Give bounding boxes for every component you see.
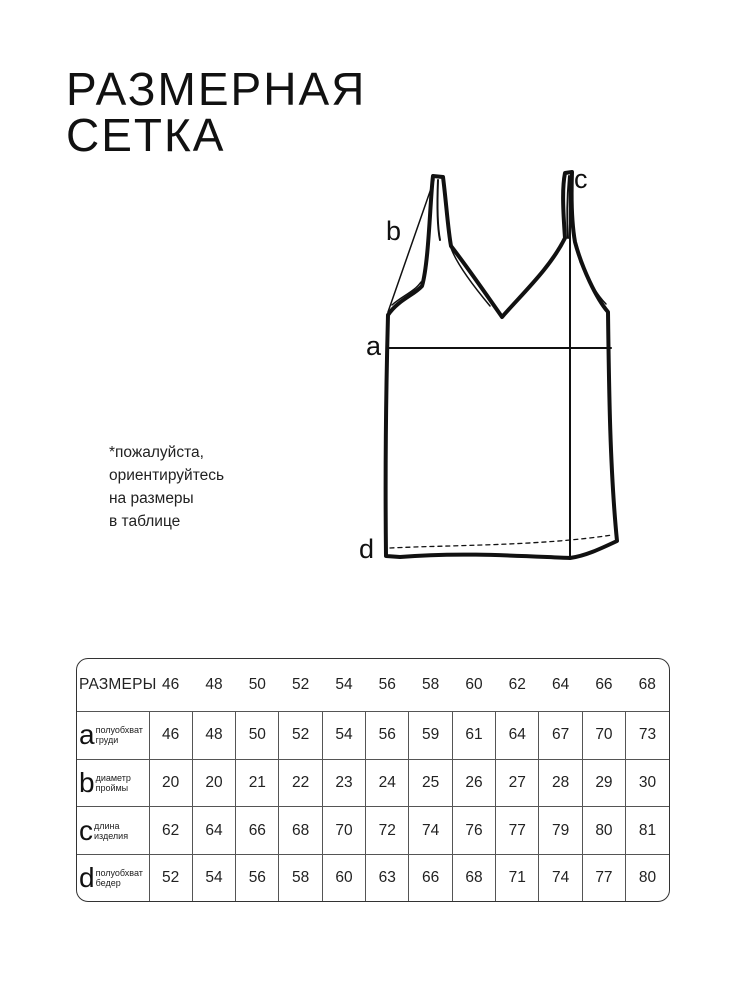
table-cell: 68 (452, 854, 495, 901)
label-b: b (386, 216, 402, 246)
right-strap-inner (567, 176, 569, 238)
row-description (96, 725, 143, 745)
note-line-1: *пожалуйста, (109, 444, 204, 461)
label-a: a (366, 331, 382, 361)
table-cell: 28 (539, 759, 582, 807)
row-desc-line: изделия (94, 830, 129, 841)
table-cell: 52 (149, 854, 192, 901)
size-header-row (77, 659, 669, 712)
table-cell: 23 (322, 759, 365, 807)
table-cell: 64 (192, 807, 235, 855)
row-description (96, 868, 143, 888)
table-cell: 81 (626, 807, 669, 855)
row-chest (77, 712, 669, 760)
neckline-facing-right (522, 240, 563, 296)
size-cell: 64 (551, 676, 570, 693)
table-cell: 70 (582, 712, 625, 760)
table-cell: 80 (582, 807, 625, 855)
row-description (94, 821, 128, 841)
sizes-header-label: РАЗМЕРЫ (79, 676, 157, 693)
table-cell: 76 (452, 807, 495, 855)
table-cell: 48 (192, 712, 235, 760)
table-cell: 68 (279, 807, 322, 855)
table-cell: 67 (539, 712, 582, 760)
row-label-length (77, 807, 149, 855)
table-cell: 59 (409, 712, 452, 760)
row-hips (77, 854, 669, 901)
row-letter: b (79, 766, 95, 798)
size-cell: 66 (595, 676, 613, 693)
table-cell: 30 (626, 759, 669, 807)
table-cell: 25 (409, 759, 452, 807)
row-desc-line: длина (94, 820, 120, 831)
row-label-armhole (77, 759, 149, 807)
row-letter: a (79, 719, 95, 751)
table-cell: 26 (452, 759, 495, 807)
table-cell: 62 (149, 807, 192, 855)
note-line-2: ориентируйтесь (109, 467, 225, 484)
table-cell: 22 (279, 759, 322, 807)
table-cell: 56 (236, 854, 279, 901)
table-cell: 79 (539, 807, 582, 855)
row-desc-line: бедер (95, 877, 121, 888)
table-cell: 80 (626, 854, 669, 901)
size-cell: 48 (205, 676, 223, 693)
size-cell: 56 (378, 676, 396, 693)
note-line-4: в таблице (109, 513, 181, 530)
table-cell: 77 (496, 807, 539, 855)
note-line-3: на размеры (109, 490, 194, 507)
label-d: d (359, 534, 375, 564)
armhole-facing-left (392, 282, 421, 305)
row-description (96, 773, 131, 793)
row-label-hips (77, 854, 149, 901)
row-length (77, 807, 669, 855)
row-desc-line: диаметр (95, 772, 131, 783)
table-cell: 50 (236, 712, 279, 760)
table-cell: 60 (322, 854, 365, 901)
table-cell: 24 (366, 759, 409, 807)
table-cell: 77 (582, 854, 625, 901)
table-cell: 20 (149, 759, 192, 807)
size-cell: 60 (465, 676, 483, 693)
size-cell: 52 (292, 676, 310, 693)
size-cell: 62 (508, 676, 526, 693)
hem-stitching (390, 535, 612, 548)
row-desc-line: груди (95, 735, 119, 746)
row-desc-line: полуобхват (95, 867, 143, 878)
table-cell: 54 (322, 712, 365, 760)
garment-outline (386, 172, 617, 558)
row-desc-line: полуобхват (95, 725, 143, 736)
row-armhole (77, 759, 669, 807)
table-cell: 74 (539, 854, 582, 901)
table-cell: 54 (192, 854, 235, 901)
table-cell: 46 (149, 712, 192, 760)
table-cell: 70 (322, 807, 365, 855)
table-cell: 73 (626, 712, 669, 760)
size-note (109, 441, 224, 533)
table-cell: 21 (236, 759, 279, 807)
title-line-1: РАЗМЕРНАЯ (66, 63, 367, 115)
table-cell: 29 (582, 759, 625, 807)
title-line-2: СЕТКА (66, 109, 226, 161)
size-cell: 50 (248, 676, 266, 693)
table-cell: 58 (279, 854, 322, 901)
size-cell: 46 (162, 676, 180, 693)
table-cell: 64 (496, 712, 539, 760)
table-cell: 56 (366, 712, 409, 760)
size-cell: 54 (335, 676, 353, 693)
row-letter: c (79, 814, 93, 846)
table-cell: 66 (236, 807, 279, 855)
table-cell: 63 (366, 854, 409, 901)
table-cell: 27 (496, 759, 539, 807)
table-cell: 66 (409, 854, 452, 901)
table-cell: 20 (192, 759, 235, 807)
table-cell: 52 (279, 712, 322, 760)
left-strap-inner (437, 180, 440, 240)
label-c: c (574, 164, 588, 194)
table-cell: 71 (496, 854, 539, 901)
row-label-chest (77, 712, 149, 760)
table-cell: 74 (409, 807, 452, 855)
row-desc-line: проймы (95, 782, 129, 793)
table-cell: 72 (366, 807, 409, 855)
row-letter: d (79, 861, 95, 893)
table-cell: 61 (452, 712, 495, 760)
size-cell: 68 (638, 676, 656, 693)
size-table (76, 658, 670, 902)
size-cell: 58 (422, 676, 440, 693)
